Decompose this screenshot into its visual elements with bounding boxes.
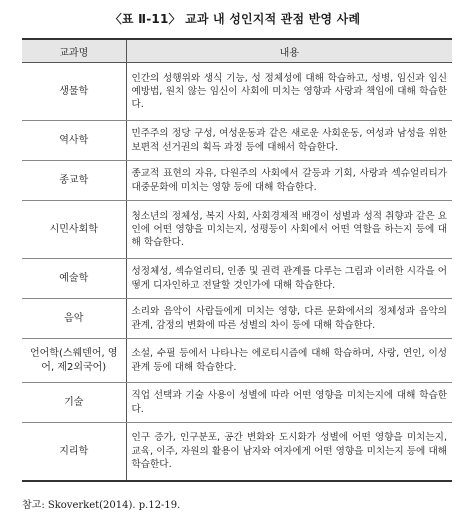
table-header-row [22,39,452,63]
table-row [22,63,452,121]
subject-cell: 예술학 [22,259,126,299]
table-row [22,299,452,339]
subject-cell: 언어학(스웨덴어, 영어, 제2외국어) [22,339,126,383]
header-content: 내용 [126,39,452,63]
table-row [22,259,452,299]
subject-cell: 역사학 [22,121,126,161]
table-row [22,201,452,259]
content-cell: 종교적 표현의 자유, 다원주의 사회에서 갈등과 기회, 사랑과 섹슈얼리티가 대중문화에 미치는 영향 등에 대해 학습한다. [126,161,452,201]
subject-cell: 생물학 [22,63,126,121]
content-cell: 소리와 음악이 사람들에게 미치는 영향, 다른 문화에서의 정체성과 음악의 관계, 감정의 변화에 따른 성별의 차이 등에 대해 학습한다. [126,299,452,339]
subject-cell: 지리학 [22,423,126,481]
content-cell: 민주주의 정당 구성, 여성운동과 같은 새로운 사회운동, 여성과 남성을 위한 보편적 선거권의 획득 과정 등에 대해서 학습한다. [126,121,452,161]
subject-cell: 음악 [22,299,126,339]
content-cell: 청소년의 정체성, 복지 사회, 사회경제적 배경이 성별과 성적 취향과 같은 요인에 어떤 영향을 미치는지, 성평등이 사회에서 어떤 역할을 하는지 등에 대해 학습한다. [126,201,452,259]
table-row [22,423,452,481]
content-cell: 직업 선택과 기술 사용이 성별에 따라 어떤 영향을 미치는지에 대해 학습한다. [126,383,452,423]
table-row [22,339,452,383]
content-cell: 소설, 수필 등에서 나타나는 에로티시즘에 대해 학습하며, 사랑, 연인, 이성관계 등에 대해 학습한다. [126,339,452,383]
table-row [22,121,452,161]
subject-cell: 기술 [22,383,126,423]
source-note: 참고: Skoverket(2014). p.12-19. [22,500,181,511]
table-row [22,161,452,201]
content-cell: 성정체성, 섹슈얼리티, 인종 및 권력 관계를 다루는 그림과 이러한 시각을 어떻게 디자인하고 전달할 것인가에 대해 학습한다. [126,259,452,299]
table-title: 〈표 Ⅱ-11〉 교과 내 성인지적 관점 반영 사례 [109,12,361,26]
content-cell: 인구 증가, 인구분포, 공간 변화와 도시화가 성별에 어떤 영향을 미치는지, 교육, 이주, 자원의 활용이 남자와 여자에게 어떤 영향을 미치는지 등에 대해 학습한다. [131,432,447,470]
header-subject: 교과명 [22,39,126,63]
content-cell: 인간의 성행위와 생식 기능, 성 정체성에 대해 학습하고, 성병, 임신과 임신 예방법, 원치 않는 임신이 사회에 미치는 영향과 사랑과 책임에 대해 학습한다. [126,63,452,121]
table-row [22,383,452,423]
curriculum-table [22,38,452,482]
subject-cell: 종교학 [22,161,126,201]
subject-cell: 시민사회학 [22,201,126,259]
